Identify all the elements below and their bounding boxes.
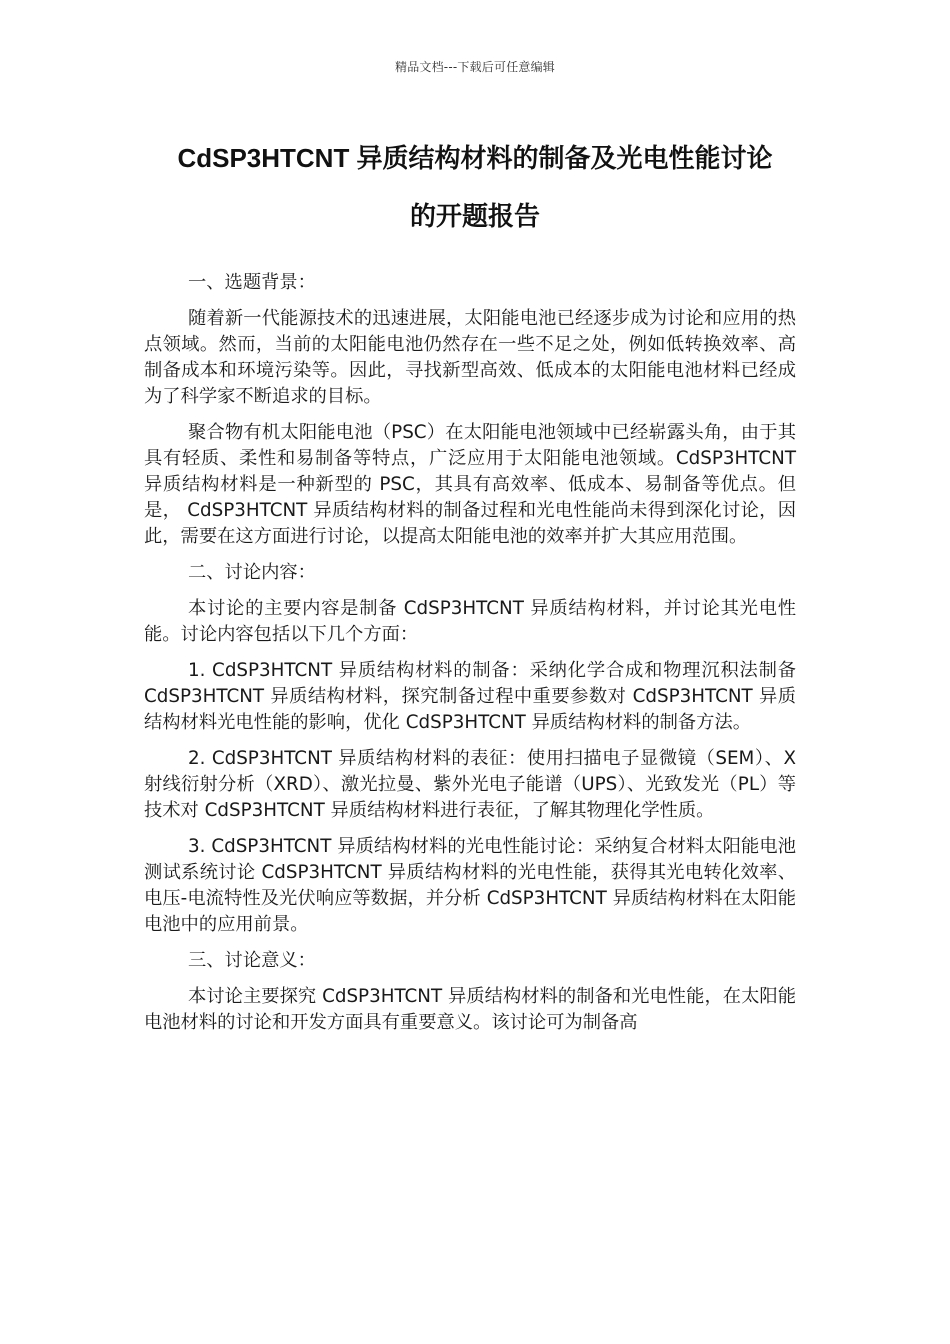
paragraph: 本讨论主要探究 CdSP3HTCNT 异质结构材料的制备和光电性能，在太阳能电池材料的讨论和开发方面具有重要意义。该讨论可为制备高 <box>144 986 796 1033</box>
section-heading-significance: 三、讨论意义： <box>188 950 316 971</box>
header-note: 精品文档---下载后可任意编辑 <box>395 60 555 74</box>
section-heading-content: 二、讨论内容： <box>188 562 316 583</box>
paragraph: 本讨论的主要内容是制备 CdSP3HTCNT 异质结构材料，并讨论其光电性能。讨论内容包括以下几个方面： <box>144 598 796 645</box>
list-item: 3. CdSP3HTCNT 异质结构材料的光电性能讨论：采纳复合材料太阳能电池测试系统讨论 CdSP3HTCNT 异质结构材料的光电性能，获得其光电转化效率、电压-电流特性及光伏响应等数据，并分析 CdSP3HTCNT 异质结构材料在太阳能电池中的应用前景。 <box>144 836 796 935</box>
list-item: 2. CdSP3HTCNT 异质结构材料的表征：使用扫描电子显微镜（SEM）、X 射线衍射分析（XRD）、激光拉曼、紫外光电子能谱（UPS）、光致发光（PL）等技术对 CdSP3HTCNT 异质结构材料进行表征，了解其物理化学性质。 <box>144 748 796 821</box>
list-item: 1. CdSP3HTCNT 异质结构材料的制备：采纳化学合成和物理沉积法制备 CdSP3HTCNT 异质结构材料，探究制备过程中重要参数对 CdSP3HTCNT 异质结构材料光电性能的影响，优化 CdSP3HTCNT 异质结构材料的制备方法。 <box>144 660 796 733</box>
section-heading-background: 一、选题背景： <box>188 272 316 293</box>
title-line-2: 的开题报告 <box>409 201 540 231</box>
title-line-1: CdSP3HTCNT 异质结构材料的制备及光电性能讨论 <box>177 143 773 173</box>
paragraph: 聚合物有机太阳能电池（PSC）在太阳能电池领域中已经崭露头角，由于其具有轻质、柔性和易制备等特点，广泛应用于太阳能电池领域。CdSP3HTCNT 异质结构材料是一种新型的 PSC，其具有高效率、低成本、易制备等优点。但是， CdSP3HTCNT 异质结构材料的制备过程和光电性能尚未得到深化讨论，因此，需要在这方面进行讨论，以提高太阳能电池的效率并扩大其应用范围。 <box>144 422 796 547</box>
document-body <box>144 270 796 1046</box>
paragraph: 随着新一代能源技术的迅速进展，太阳能电池已经逐步成为讨论和应用的热点领域。然而，当前的太阳能电池仍然存在一些不足之处，例如低转换效率、高制备成本和环境污染等。因此，寻找新型高效、低成本的太阳能电池材料已经成为了科学家不断追求的目标。 <box>144 308 796 407</box>
